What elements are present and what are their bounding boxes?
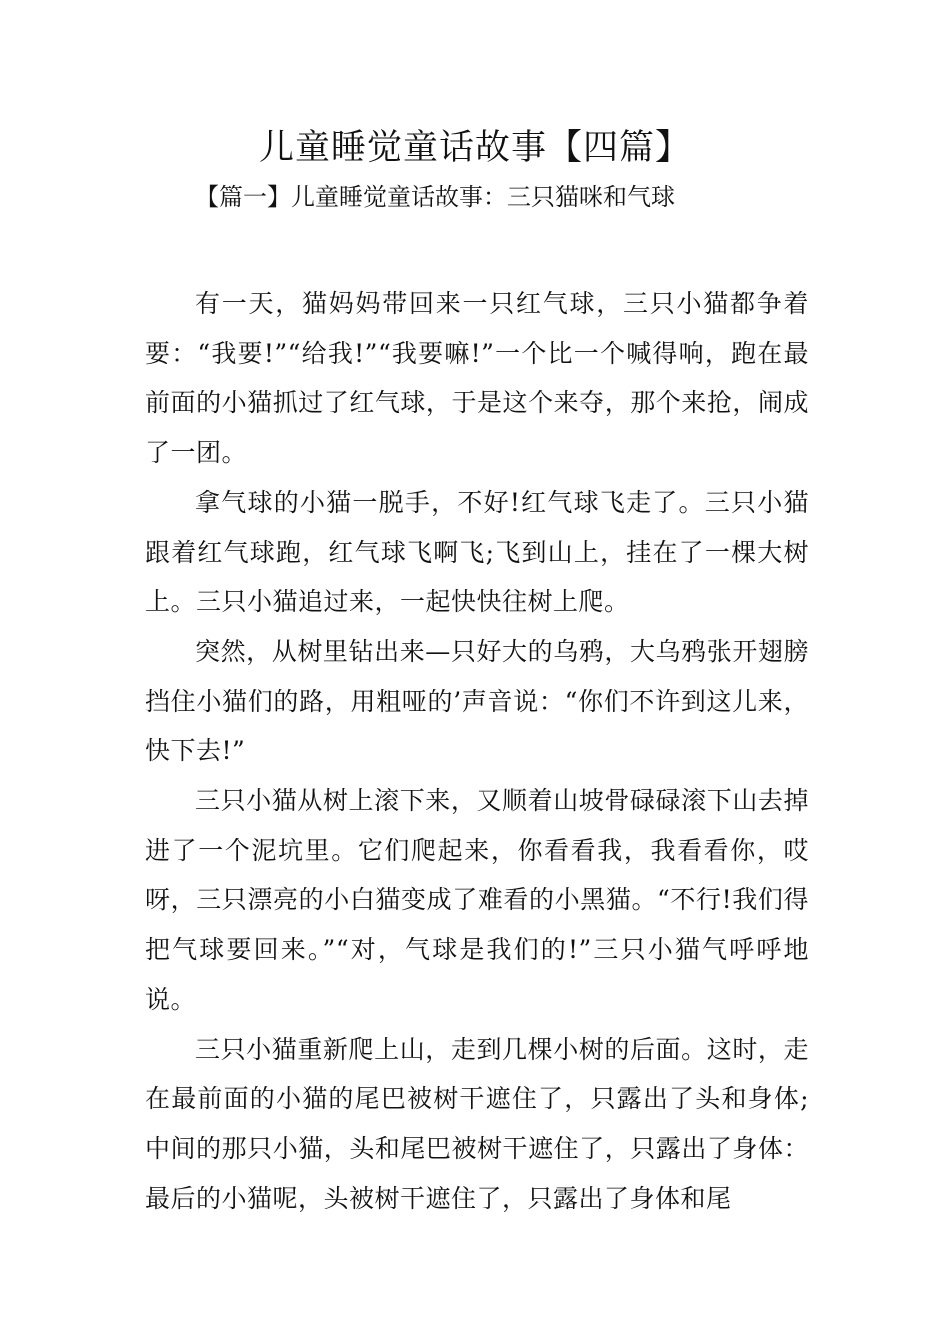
paragraph-4: 三只小猫从树上滚下来，又顺着山坡骨碌碌滚下山去掉进了一个泥坑里。它们爬起来，你看看我，我看看你，哎呀，三只漂亮的小白猫变成了难看的小黑猫。“不行!我们得把气球要回来。”“对，气球是我们的!”三只小猫气呼呼地说。	[145, 786, 809, 1014]
paragraph-5: 三只小猫重新爬上山，走到几棵小树的后面。这时，走在最前面的小猫的尾巴被树干遮住了，只露出了头和身体;中间的那只小猫，头和尾巴被树干遮住了，只露出了身体：最后的小猫呢，头被树干遮住了，只露出了身体和尾	[145, 1034, 809, 1213]
story-body	[145, 279, 809, 1223]
document-title: 儿童睡觉童话故事【四篇】	[258, 128, 691, 168]
paragraph-2: 拿气球的小猫一脱手，不好!红气球飞走了。三只小猫跟着红气球跑，红气球飞啊飞;飞到山上，挂在了一棵大树上。三只小猫追过来，一起快快往树上爬。	[145, 487, 809, 617]
paragraph-1: 有一天，猫妈妈带回来一只红气球，三只小猫都争着要：“我要!”“给我!”“我要嘛!”一个比一个喊得响，跑在最前面的小猫抓过了红气球，于是这个来夺，那个来抢，闹成了一团。	[145, 289, 809, 468]
paragraph-3: 突然，从树里钻出来—只好大的乌鸦，大乌鸦张开翅膀挡住小猫们的路，用粗哑的’声音说：“你们不许到这儿来，快下去!”	[145, 636, 809, 766]
section-heading: 【篇一】儿童睡觉童话故事：三只猫咪和气球	[195, 183, 675, 211]
